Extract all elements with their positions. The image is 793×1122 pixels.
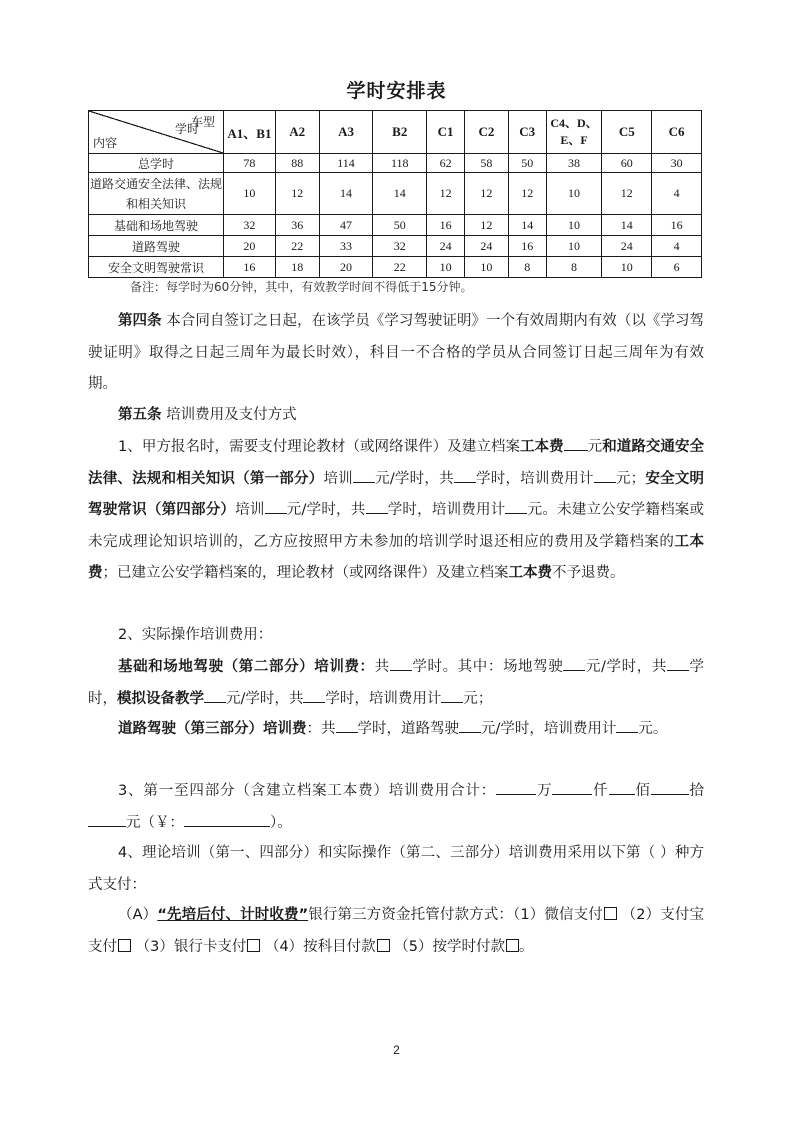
blank-field[interactable] — [336, 718, 358, 733]
table-row — [89, 236, 702, 257]
table-cell: 22 — [275, 236, 319, 257]
text-run: 模拟设备教学 — [117, 690, 204, 707]
table-cell: 12 — [508, 173, 546, 215]
text-run: 工本费 — [88, 533, 705, 581]
table-cell: 24 — [464, 236, 508, 257]
table-cell: 32 — [373, 236, 427, 257]
blank-field[interactable] — [454, 468, 476, 483]
blank-field[interactable] — [353, 468, 375, 483]
row-label: 道路驾驶 — [89, 236, 224, 257]
table-cell: 20 — [224, 236, 276, 257]
blank-field[interactable] — [459, 718, 481, 733]
text-run: 万 — [536, 783, 553, 799]
blank-field[interactable] — [265, 499, 287, 514]
table-title: 学时安排表 — [346, 80, 447, 102]
text-run: 学时， — [88, 659, 705, 707]
table-cell: 24 — [602, 236, 652, 257]
text-run: 元/学时，培训费用计 — [481, 721, 617, 737]
table-cell: 4 — [652, 173, 702, 215]
table-cell: 22 — [373, 257, 427, 278]
article-4-heading: 第四条 — [118, 313, 162, 329]
table-cell: 12 — [427, 173, 465, 215]
text-run: （5）按学时付款 — [394, 938, 506, 955]
article-5-title: 培训费用及支付方式 — [166, 407, 297, 423]
table-cell: 14 — [319, 173, 373, 215]
text-run: 工本费 — [520, 439, 564, 455]
text-run: 学时，培训费用计 — [387, 502, 506, 518]
table-row — [89, 215, 702, 236]
blank-field[interactable] — [651, 780, 689, 795]
table-header-row — [89, 111, 702, 154]
text-run: 元（￥： — [126, 814, 184, 831]
text-run: 学时，培训费用计 — [325, 690, 442, 707]
col-header: C6 — [652, 111, 702, 154]
payment-item-3 — [88, 776, 704, 839]
text-run: （2）支付宝支付 — [88, 907, 705, 955]
row-label: 总学时 — [89, 154, 224, 173]
text-run: 元/学时，共 — [374, 470, 454, 487]
row-label: 道路交通安全法律、法规和相关知识 — [89, 173, 224, 215]
col-header: C4、D、E、F — [546, 111, 602, 154]
text-run: 元/学时，共 — [286, 502, 366, 518]
hours-table — [88, 110, 702, 278]
table-cell: 16 — [427, 215, 465, 236]
table-cell: 114 — [319, 154, 373, 173]
payment-item-4 — [88, 838, 704, 901]
text-run: 元 — [587, 439, 603, 455]
blank-field[interactable] — [616, 718, 638, 733]
table-cell: 12 — [464, 173, 508, 215]
table-cell: 62 — [427, 154, 465, 173]
table-cell: 10 — [546, 236, 602, 257]
table-row — [89, 257, 702, 278]
table-cell: 88 — [275, 154, 319, 173]
blank-field[interactable] — [366, 499, 388, 514]
blank-field[interactable] — [667, 656, 689, 671]
text-run: 拾 — [688, 783, 705, 799]
blank-field[interactable] — [609, 780, 635, 795]
blank-field[interactable] — [496, 780, 536, 795]
text-run: 和道路交通安全法律、法规和相关知识（第一部分） — [88, 439, 705, 487]
blank-field[interactable] — [390, 656, 412, 671]
table-cell: 18 — [275, 257, 319, 278]
text-run: 培训 — [235, 502, 265, 518]
article-4-text: 本合同自签订之日起，在该学员《学习驾驶证明》一个有效周期内有效（以《学习驾驶证明》取得之日起三周年为最长时效），科目一不合格的学员从合同签订日起三周年为有效期。 — [88, 313, 705, 392]
blank-field[interactable] — [303, 688, 325, 703]
text-run: （A） — [118, 907, 158, 923]
text-run: 学时。其中：场地驾驶 — [411, 659, 564, 675]
payment-item-2 — [88, 620, 704, 652]
text-run: 1、甲方报名时，需要支付理论教材（或网络课件）及建立档案 — [118, 439, 520, 455]
text-run: 元。未建立公安学籍档案或未完成理论知识培训的，乙方应按照甲方未参加的培训学时退还相应的费用及学籍档案的 — [88, 502, 705, 550]
table-cell: 32 — [224, 215, 276, 236]
col-header: A1、B1 — [224, 111, 276, 154]
table-cell: 14 — [602, 215, 652, 236]
text-run: “先培后付、计时收费” — [157, 907, 309, 923]
table-cell: 14 — [508, 215, 546, 236]
table-cell: 30 — [652, 154, 702, 173]
table-cell: 60 — [602, 154, 652, 173]
text-run: 安全文明驾驶常识（第四部分） — [88, 470, 705, 518]
blank-field[interactable] — [441, 688, 463, 703]
table-corner-cell — [89, 111, 224, 154]
blank-field[interactable] — [88, 812, 126, 827]
table-cell: 118 — [373, 154, 427, 173]
corner-content-label: 内容 — [93, 136, 118, 150]
text-run: ；已建立公安学籍档案的，理论教材（或网络课件）及建立档案 — [102, 565, 509, 581]
table-cell: 10 — [427, 257, 465, 278]
table-cell: 6 — [652, 257, 702, 278]
text-run: 元/学时，共 — [585, 659, 667, 675]
text-run: 基础和场地驾驶（第二部分）培训费： — [118, 659, 375, 675]
text-run: ）。 — [270, 814, 292, 831]
text-run: 元； — [463, 690, 493, 707]
table-cell: 12 — [275, 173, 319, 215]
row-label: 基础和场地驾驶 — [89, 215, 224, 236]
text-run: 学时，道路驾驶 — [357, 721, 459, 737]
text-run: ：共 — [306, 721, 336, 737]
text-run: 元。 — [638, 721, 668, 737]
table-cell: 10 — [224, 173, 276, 215]
blank-field[interactable] — [563, 656, 585, 671]
table-cell: 16 — [224, 257, 276, 278]
table-cell: 38 — [546, 154, 602, 173]
text-run: （3）银行卡支付 — [135, 938, 247, 955]
table-cell: 8 — [546, 257, 602, 278]
text-run: 。 — [519, 938, 534, 955]
article-5-heading: 第五条 — [118, 407, 162, 423]
table-cell: 10 — [546, 215, 602, 236]
table-cell: 10 — [546, 173, 602, 215]
blank-field[interactable] — [552, 780, 592, 795]
table-cell: 8 — [508, 257, 546, 278]
text-run: 共 — [374, 659, 390, 675]
text-run: 佰 — [634, 783, 651, 799]
blank-field[interactable] — [594, 468, 616, 483]
text-run: 2、实际操作培训费用： — [118, 627, 273, 643]
payment-option-a — [88, 900, 704, 963]
text-run: （4）按科目付款 — [264, 938, 376, 955]
alipay-checkbox[interactable] — [118, 939, 131, 952]
payment-item-2b — [88, 714, 704, 746]
table-cell: 47 — [319, 215, 373, 236]
blank-field[interactable] — [564, 436, 588, 451]
table-cell: 50 — [508, 154, 546, 173]
row-label: 安全文明驾驶常识 — [89, 257, 224, 278]
text-run: 道路驾驶（第三部分）培训费 — [118, 721, 307, 737]
by-subject-checkbox[interactable] — [377, 939, 390, 952]
table-remark: 备注：每学时为60分钟，其中，有效教学时间不得低于15分钟。 — [130, 280, 473, 294]
by-hour-checkbox[interactable] — [506, 939, 519, 952]
blank-field[interactable] — [204, 688, 226, 703]
table-cell: 16 — [508, 236, 546, 257]
text-run: 工本费 — [508, 565, 552, 581]
wechat-checkbox[interactable] — [604, 907, 617, 920]
blank-field[interactable] — [184, 812, 270, 827]
col-header: C1 — [427, 111, 465, 154]
corner-vehicle-label: 车型 — [190, 115, 215, 129]
col-header: C2 — [464, 111, 508, 154]
table-cell: 36 — [275, 215, 319, 236]
text-run: 元； — [615, 470, 646, 487]
text-run: 银行第三方资金托管付款方式：（1）微信支付 — [308, 907, 603, 923]
table-row — [89, 154, 702, 173]
table-cell: 16 — [652, 215, 702, 236]
table-cell: 12 — [602, 173, 652, 215]
payment-item-2a — [88, 652, 704, 715]
text-run: 培训 — [323, 470, 353, 487]
bank-card-checkbox[interactable] — [247, 939, 260, 952]
page-number: 2 — [393, 1043, 400, 1057]
col-header: C3 — [508, 111, 546, 154]
text-run: 仟 — [592, 783, 609, 799]
table-cell: 12 — [464, 215, 508, 236]
text-run: 学时，培训费用计 — [475, 470, 594, 487]
table-row — [89, 173, 702, 215]
text-run: 3、第一至四部分（含建立档案工本费）培训费用合计： — [118, 783, 497, 799]
text-run: 不予退费。 — [552, 565, 625, 581]
table-cell: 24 — [427, 236, 465, 257]
table-cell: 14 — [373, 173, 427, 215]
blank-field[interactable] — [505, 499, 527, 514]
table-cell: 20 — [319, 257, 373, 278]
table-cell: 10 — [602, 257, 652, 278]
col-header: C5 — [602, 111, 652, 154]
col-header: B2 — [373, 111, 427, 154]
article-5 — [88, 400, 704, 432]
table-cell: 50 — [373, 215, 427, 236]
text-run: 元/学时，共 — [226, 690, 304, 707]
payment-item-1 — [88, 432, 704, 590]
col-header: A2 — [275, 111, 319, 154]
table-cell: 10 — [464, 257, 508, 278]
text-run: 4、理论培训（第一、四部分）和实际操作（第二、三部分）培训费用采用以下第（ ）种方式支付： — [88, 845, 704, 893]
table-cell: 4 — [652, 236, 702, 257]
article-4 — [88, 306, 704, 401]
col-header: A3 — [319, 111, 373, 154]
table-cell: 78 — [224, 154, 276, 173]
corner-hours-label: 学时 — [174, 122, 199, 136]
table-cell: 33 — [319, 236, 373, 257]
table-cell: 58 — [464, 154, 508, 173]
